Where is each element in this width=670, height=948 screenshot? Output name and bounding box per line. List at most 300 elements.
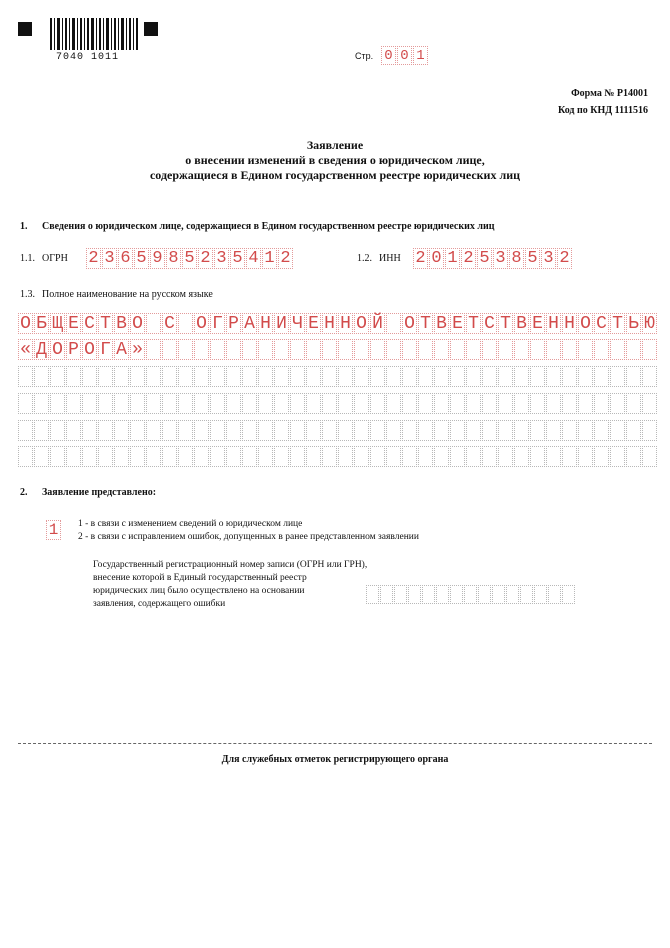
- char-cell: 9: [150, 248, 165, 269]
- char-cell: [548, 585, 561, 604]
- char-cell: Т: [498, 313, 513, 334]
- char-cell: [594, 420, 609, 441]
- char-cell: «: [18, 339, 33, 360]
- char-cell: [594, 339, 609, 360]
- char-cell: [18, 393, 33, 414]
- char-cell: В: [114, 313, 129, 334]
- char-cell: [82, 420, 97, 441]
- char-cell: [498, 393, 513, 414]
- char-cell: [162, 446, 177, 467]
- char-cell: [34, 446, 49, 467]
- char-cell: [594, 446, 609, 467]
- char-cell: В: [434, 313, 449, 334]
- char-cell: [546, 366, 561, 387]
- char-cell: [98, 393, 113, 414]
- char-cell: [578, 393, 593, 414]
- char-cell: [306, 366, 321, 387]
- char-cell: [290, 366, 305, 387]
- char-cell: [226, 446, 241, 467]
- char-cell: [434, 339, 449, 360]
- char-cell: Щ: [50, 313, 65, 334]
- char-cell: [82, 366, 97, 387]
- char-cell: О: [18, 313, 33, 334]
- char-cell: С: [82, 313, 97, 334]
- char-cell: С: [594, 313, 609, 334]
- char-cell: [338, 393, 353, 414]
- char-cell: [146, 339, 161, 360]
- inn-label: ИНН: [379, 253, 401, 264]
- char-cell: [530, 339, 545, 360]
- char-cell: Ю: [642, 313, 657, 334]
- char-cell: [492, 585, 505, 604]
- char-cell: [450, 585, 463, 604]
- char-cell: [18, 366, 33, 387]
- char-cell: Н: [546, 313, 561, 334]
- title-line1: Заявление: [306, 138, 364, 152]
- char-cell: [466, 339, 481, 360]
- char-cell: [146, 313, 161, 334]
- char-cell: [338, 339, 353, 360]
- char-cell: [380, 585, 393, 604]
- char-cell: [66, 446, 81, 467]
- char-cell: [626, 446, 641, 467]
- grn-description-line1: Государственный регистрационный номер записи (ОГРН или ГРН),: [93, 560, 368, 570]
- char-cell: [194, 420, 209, 441]
- char-cell: [530, 393, 545, 414]
- char-cell: [450, 339, 465, 360]
- char-cell: В: [514, 313, 529, 334]
- char-cell: [370, 420, 385, 441]
- char-cell: 2: [557, 248, 572, 269]
- char-cell: [562, 420, 577, 441]
- char-cell: [370, 393, 385, 414]
- char-cell: [546, 339, 561, 360]
- char-cell: 2: [278, 248, 293, 269]
- char-cell: [50, 420, 65, 441]
- char-cell: [386, 420, 401, 441]
- reason-option-2: 2 - в связи с исправлением ошибок, допущенных в ранее представленном заявлении: [78, 532, 419, 542]
- char-cell: [464, 585, 477, 604]
- char-cell: [258, 420, 273, 441]
- char-cell: 3: [214, 248, 229, 269]
- char-cell: [466, 420, 481, 441]
- char-cell: С: [482, 313, 497, 334]
- corner-marker-right: [144, 22, 158, 36]
- char-cell: [394, 585, 407, 604]
- char-cell: [354, 339, 369, 360]
- char-cell: [178, 446, 193, 467]
- char-cell: [354, 446, 369, 467]
- divider-line: [18, 743, 652, 744]
- char-cell: [354, 366, 369, 387]
- char-cell: [482, 366, 497, 387]
- char-cell: [562, 393, 577, 414]
- char-cell: [210, 446, 225, 467]
- char-cell: [162, 393, 177, 414]
- char-cell: [610, 420, 625, 441]
- ogrn-label: ОГРН: [42, 253, 68, 264]
- char-cell: [626, 420, 641, 441]
- char-cell: [130, 446, 145, 467]
- char-cell: Д: [34, 339, 49, 360]
- char-cell: [178, 420, 193, 441]
- char-cell: [322, 420, 337, 441]
- char-cell: [130, 366, 145, 387]
- char-cell: [642, 446, 657, 467]
- name-row: [18, 446, 658, 467]
- char-cell: Т: [610, 313, 625, 334]
- char-cell: [290, 446, 305, 467]
- char-cell: 5: [182, 248, 197, 269]
- page-number-cells: [381, 46, 429, 65]
- char-cell: [520, 585, 533, 604]
- grn-field[interactable]: [366, 585, 576, 604]
- char-cell: [226, 366, 241, 387]
- char-cell: [242, 393, 257, 414]
- char-cell: О: [194, 313, 209, 334]
- barcode-icon: [48, 18, 140, 50]
- name-label-number: 1.3.: [20, 289, 35, 300]
- char-cell: Ь: [626, 313, 641, 334]
- char-cell: [450, 393, 465, 414]
- char-cell: [386, 339, 401, 360]
- char-cell: [642, 393, 657, 414]
- char-cell: 5: [525, 248, 540, 269]
- char-cell: [514, 366, 529, 387]
- char-cell: 5: [134, 248, 149, 269]
- char-cell: Е: [450, 313, 465, 334]
- char-cell: [514, 339, 529, 360]
- char-cell: [578, 420, 593, 441]
- char-cell: [274, 446, 289, 467]
- char-cell: [450, 446, 465, 467]
- char-cell: Н: [338, 313, 353, 334]
- char-cell: [354, 420, 369, 441]
- char-cell: [482, 446, 497, 467]
- char-cell: [274, 366, 289, 387]
- char-cell: [594, 393, 609, 414]
- char-cell: [210, 366, 225, 387]
- char-cell: Н: [258, 313, 273, 334]
- char-cell: 2: [198, 248, 213, 269]
- char-cell: [402, 339, 417, 360]
- char-cell: [402, 366, 417, 387]
- char-cell: [274, 339, 289, 360]
- inn-field[interactable]: [413, 248, 573, 269]
- char-cell: О: [130, 313, 145, 334]
- char-cell: [482, 339, 497, 360]
- char-cell: Ч: [290, 313, 305, 334]
- char-cell: [210, 393, 225, 414]
- char-cell: [546, 420, 561, 441]
- char-cell: Н: [322, 313, 337, 334]
- char-cell: [322, 339, 337, 360]
- char-cell: [18, 420, 33, 441]
- char-cell: [434, 366, 449, 387]
- char-cell: [210, 339, 225, 360]
- char-cell: [210, 420, 225, 441]
- char-cell: И: [274, 313, 289, 334]
- char-cell: [418, 339, 433, 360]
- char-cell: 8: [509, 248, 524, 269]
- char-cell: [258, 446, 273, 467]
- char-cell: [626, 393, 641, 414]
- char-cell: [354, 393, 369, 414]
- page-label: Стр.: [355, 51, 374, 61]
- char-cell: [98, 366, 113, 387]
- char-cell: [546, 446, 561, 467]
- char-cell: [370, 446, 385, 467]
- char-cell: [478, 585, 491, 604]
- grn-description-line4: заявления, содержащего ошибки: [93, 599, 226, 609]
- char-cell: [610, 339, 625, 360]
- char-cell: [386, 446, 401, 467]
- char-cell: [226, 420, 241, 441]
- char-cell: 3: [102, 248, 117, 269]
- char-cell: [530, 366, 545, 387]
- char-cell: О: [578, 313, 593, 334]
- char-cell: [162, 420, 177, 441]
- char-cell: [498, 339, 513, 360]
- char-cell: [34, 366, 49, 387]
- char-cell: 1: [46, 520, 61, 540]
- char-cell: [418, 366, 433, 387]
- knd-code: Код по КНД 1111516: [557, 105, 648, 116]
- char-cell: [114, 393, 129, 414]
- grn-description-line3: юридических лиц было осуществлено на основании: [93, 586, 305, 596]
- char-cell: [50, 446, 65, 467]
- char-cell: Р: [66, 339, 81, 360]
- char-cell: Г: [98, 339, 113, 360]
- char-cell: [306, 339, 321, 360]
- title-line3: содержащиеся в Едином государственном реестре юридических лиц: [149, 168, 521, 182]
- char-cell: [82, 446, 97, 467]
- char-cell: О: [402, 313, 417, 334]
- char-cell: [338, 446, 353, 467]
- char-cell: 1: [445, 248, 460, 269]
- char-cell: Т: [418, 313, 433, 334]
- char-cell: [498, 446, 513, 467]
- char-cell: [434, 393, 449, 414]
- char-cell: [562, 366, 577, 387]
- char-cell: [402, 446, 417, 467]
- char-cell: [418, 393, 433, 414]
- char-cell: [506, 585, 519, 604]
- char-cell: Е: [306, 313, 321, 334]
- char-cell: [402, 420, 417, 441]
- char-cell: С: [162, 313, 177, 334]
- name-row: [18, 366, 658, 387]
- char-cell: [66, 366, 81, 387]
- char-cell: 1: [262, 248, 277, 269]
- char-cell: [530, 446, 545, 467]
- char-cell: 0: [429, 248, 444, 269]
- char-cell: [226, 339, 241, 360]
- char-cell: Т: [466, 313, 481, 334]
- char-cell: [418, 446, 433, 467]
- char-cell: Т: [98, 313, 113, 334]
- char-cell: [98, 446, 113, 467]
- char-cell: [626, 339, 641, 360]
- char-cell: [562, 339, 577, 360]
- char-cell: [482, 393, 497, 414]
- char-cell: [578, 339, 593, 360]
- char-cell: [436, 585, 449, 604]
- char-cell: [98, 420, 113, 441]
- char-cell: [514, 446, 529, 467]
- char-cell: [562, 446, 577, 467]
- name-label: Полное наименование на русском языке: [42, 289, 213, 300]
- char-cell: [50, 366, 65, 387]
- char-cell: Н: [562, 313, 577, 334]
- grn-description-line2: внесение которой в Единый государственный реестр: [93, 573, 307, 583]
- section2-heading: Заявление представлено:: [42, 487, 157, 498]
- char-cell: [370, 366, 385, 387]
- char-cell: [242, 420, 257, 441]
- char-cell: [408, 585, 421, 604]
- char-cell: А: [114, 339, 129, 360]
- char-cell: [450, 366, 465, 387]
- section1-number: 1.: [20, 221, 28, 232]
- corner-marker-left: [18, 22, 32, 36]
- char-cell: [194, 339, 209, 360]
- char-cell: [386, 393, 401, 414]
- char-cell: 0: [397, 46, 412, 65]
- name-row: [18, 313, 658, 334]
- reason-choice-field[interactable]: [46, 520, 62, 540]
- char-cell: [642, 366, 657, 387]
- char-cell: [514, 420, 529, 441]
- ogrn-field[interactable]: [86, 248, 294, 269]
- form-number: Форма № Р14001: [571, 88, 648, 99]
- char-cell: 6: [118, 248, 133, 269]
- char-cell: [290, 393, 305, 414]
- char-cell: 2: [86, 248, 101, 269]
- char-cell: 2: [461, 248, 476, 269]
- char-cell: [418, 420, 433, 441]
- char-cell: [482, 420, 497, 441]
- title-line2: о внесении изменений в сведения о юридическом лице,: [185, 153, 485, 167]
- char-cell: [434, 446, 449, 467]
- char-cell: [146, 446, 161, 467]
- char-cell: 2: [413, 248, 428, 269]
- char-cell: [34, 420, 49, 441]
- char-cell: 3: [493, 248, 508, 269]
- name-row: [18, 420, 658, 441]
- char-cell: 3: [541, 248, 556, 269]
- char-cell: [274, 393, 289, 414]
- char-cell: [338, 366, 353, 387]
- char-cell: 4: [246, 248, 261, 269]
- char-cell: [534, 585, 547, 604]
- char-cell: [610, 446, 625, 467]
- char-cell: [306, 446, 321, 467]
- char-cell: [642, 339, 657, 360]
- char-cell: [178, 393, 193, 414]
- name-row: [18, 339, 658, 360]
- char-cell: [146, 420, 161, 441]
- char-cell: [546, 393, 561, 414]
- char-cell: О: [50, 339, 65, 360]
- char-cell: [274, 420, 289, 441]
- official-marks-label: Для служебных отметок регистрирующего органа: [221, 754, 449, 765]
- char-cell: [562, 585, 575, 604]
- char-cell: [514, 393, 529, 414]
- char-cell: [530, 420, 545, 441]
- char-cell: [226, 393, 241, 414]
- char-cell: [386, 366, 401, 387]
- char-cell: [466, 393, 481, 414]
- char-cell: 5: [477, 248, 492, 269]
- char-cell: [130, 420, 145, 441]
- section2-number: 2.: [20, 487, 28, 498]
- char-cell: 1: [413, 46, 428, 65]
- char-cell: [594, 366, 609, 387]
- char-cell: [322, 366, 337, 387]
- char-cell: [162, 339, 177, 360]
- char-cell: Й: [370, 313, 385, 334]
- char-cell: [306, 420, 321, 441]
- char-cell: [178, 366, 193, 387]
- char-cell: [82, 393, 97, 414]
- char-cell: [146, 366, 161, 387]
- char-cell: [338, 420, 353, 441]
- char-cell: [498, 420, 513, 441]
- char-cell: [242, 366, 257, 387]
- char-cell: Р: [226, 313, 241, 334]
- char-cell: [66, 393, 81, 414]
- reason-option-1: 1 - в связи с изменением сведений о юридическом лице: [78, 519, 303, 529]
- char-cell: [50, 393, 65, 414]
- char-cell: Б: [34, 313, 49, 334]
- char-cell: [178, 313, 193, 334]
- char-cell: [578, 446, 593, 467]
- char-cell: [466, 366, 481, 387]
- char-cell: [322, 393, 337, 414]
- char-cell: [178, 339, 193, 360]
- char-cell: [162, 366, 177, 387]
- char-cell: [258, 339, 273, 360]
- ogrn-label-number: 1.1.: [20, 253, 35, 264]
- char-cell: О: [354, 313, 369, 334]
- char-cell: [114, 366, 129, 387]
- char-cell: [370, 339, 385, 360]
- char-cell: [610, 366, 625, 387]
- char-cell: [402, 393, 417, 414]
- char-cell: [322, 446, 337, 467]
- char-cell: О: [82, 339, 97, 360]
- barcode-number: 7040 1011: [56, 52, 120, 63]
- grn-description: [93, 559, 367, 611]
- char-cell: 8: [166, 248, 181, 269]
- char-cell: Е: [530, 313, 545, 334]
- char-cell: [422, 585, 435, 604]
- char-cell: [578, 366, 593, 387]
- char-cell: [18, 446, 33, 467]
- char-cell: Е: [66, 313, 81, 334]
- char-cell: [642, 420, 657, 441]
- section1-heading: Сведения о юридическом лице, содержащиеся в Едином государственном реестре юридических лиц: [42, 221, 495, 232]
- char-cell: [610, 393, 625, 414]
- char-cell: [242, 446, 257, 467]
- char-cell: [194, 366, 209, 387]
- char-cell: Г: [210, 313, 225, 334]
- char-cell: [306, 393, 321, 414]
- char-cell: [114, 420, 129, 441]
- char-cell: [114, 446, 129, 467]
- char-cell: »: [130, 339, 145, 360]
- char-cell: 0: [381, 46, 396, 65]
